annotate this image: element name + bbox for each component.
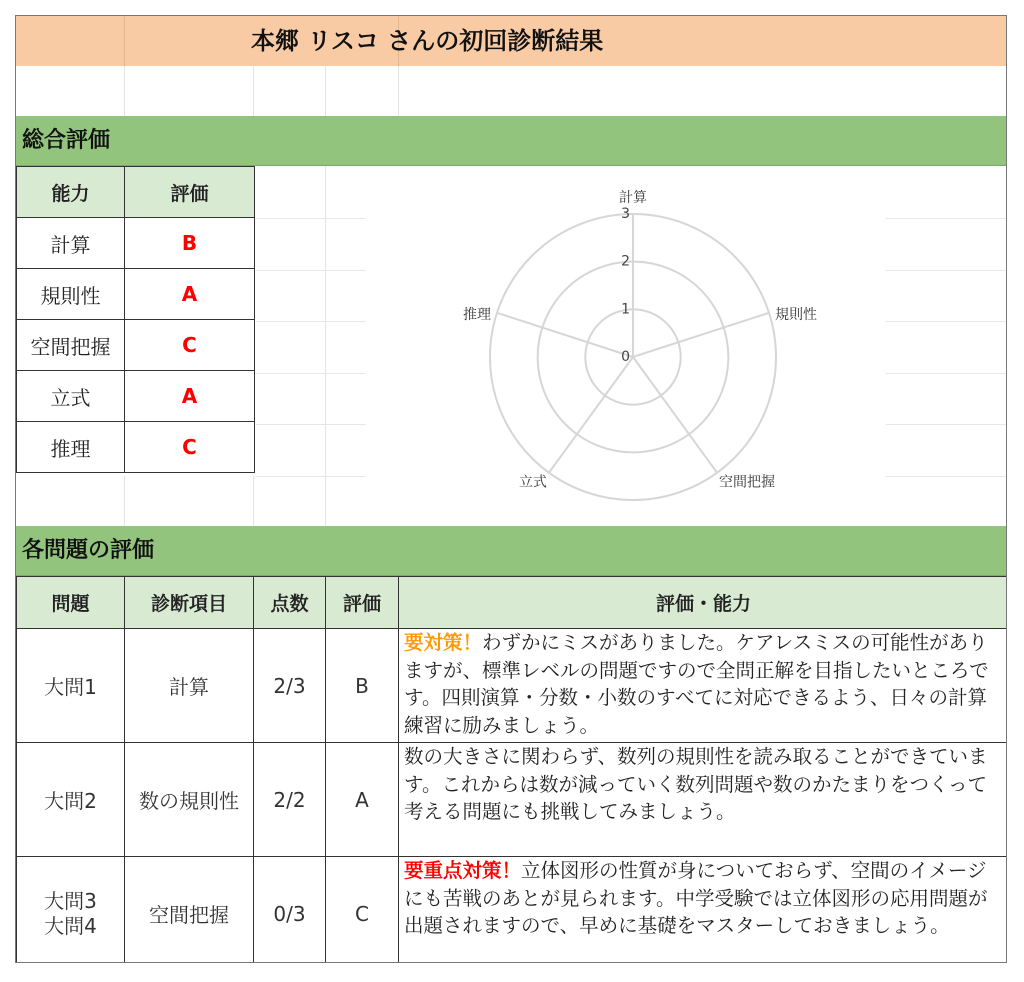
grade-cell: C (125, 320, 255, 371)
grade-cell: C (125, 422, 255, 473)
comment-text: 数の大きさに関わらず、数列の規則性を読み取ることができています。これからは数が減っていく数列問題や数のかたまりをつくって考える問題にも挑戦してみましょう。 (404, 745, 988, 823)
comment-text: わずかにミスがありました。ケアレスミスの可能性がありますが、標準レベルの問題ですので全問正解を目指したいところです。四則演算・分数・小数のすべてに対応できるよう、日々の計算練習に励みましょう。 (404, 631, 989, 737)
ability-cell: 推理 (17, 422, 125, 473)
problem-label: 大問3 (44, 888, 97, 913)
problem-cell (17, 857, 125, 964)
section-overall (16, 116, 1007, 166)
overall-row (17, 371, 255, 422)
section-overall-title: 総合評価 (22, 128, 111, 153)
result-sheet (15, 15, 1007, 963)
comment-cell (399, 629, 1008, 743)
radar-category-label: 推理 (462, 306, 491, 323)
score-header: 点数 (254, 577, 326, 629)
score-cell: 2/2 (254, 743, 326, 857)
grade-cell: C (326, 857, 399, 964)
item-header: 診断項目 (125, 577, 254, 629)
overall-table (16, 166, 255, 473)
radar-tick-label: 3 (621, 206, 630, 222)
question-row (17, 743, 1008, 857)
section-questions-title: 各問題の評価 (22, 538, 155, 563)
overall-row (17, 218, 255, 269)
ability-header: 能力 (17, 167, 125, 218)
item-cell: 空間把握 (125, 857, 254, 964)
questions-table (16, 576, 1007, 963)
grade-cell: B (326, 629, 399, 743)
comment-text: 立体図形の性質が身についておらず、空間のイメージにも苦戦のあとが見られます。中学受験では立体図形の応用問題が出題されますので、早めに基礎をマスターしておきましょう。 (404, 859, 988, 937)
grade-cell: A (125, 269, 255, 320)
section-questions (16, 526, 1007, 576)
radar-chart (368, 169, 888, 525)
page-title (251, 16, 603, 66)
grade-cell: A (326, 743, 399, 857)
radar-tick-label: 1 (621, 301, 630, 318)
warning-tag: 要対策！ (404, 631, 483, 654)
grade-cell: A (125, 371, 255, 422)
comment-cell (399, 857, 1008, 964)
radar-category-label: 立式 (518, 474, 547, 491)
radar-spoke (497, 313, 633, 357)
grade-header: 評価 (326, 577, 399, 629)
comment-header: 評価・能力 (399, 577, 1008, 629)
score-cell: 2/3 (254, 629, 326, 743)
problem-header: 問題 (17, 577, 125, 629)
questions-header-row (17, 577, 1008, 629)
radar-category-label: 規則性 (775, 306, 818, 323)
question-row (17, 629, 1008, 743)
score-cell: 0/3 (254, 857, 326, 964)
overall-row (17, 320, 255, 371)
item-cell: 計算 (125, 629, 254, 743)
title-suffix: さんの初回診断結果 (387, 27, 604, 55)
overall-row (17, 269, 255, 320)
overall-row (17, 422, 255, 473)
title-row (16, 16, 1007, 66)
radar-spoke (549, 357, 633, 473)
ability-cell: 規則性 (17, 269, 125, 320)
radar-spoke (633, 313, 769, 357)
overall-header-row (17, 167, 255, 218)
radar-tick-label: 2 (621, 253, 630, 270)
radar-category-label: 空間把握 (719, 474, 776, 491)
grade-cell: B (125, 218, 255, 269)
radar-spoke (633, 357, 717, 473)
ability-cell: 計算 (17, 218, 125, 269)
problem-cell: 大問1 (17, 629, 125, 743)
problem-label: 大問4 (44, 913, 97, 938)
item-cell: 数の規則性 (125, 743, 254, 857)
radar-tick-label: 0 (621, 349, 630, 365)
question-row (17, 857, 1008, 964)
comment-cell (399, 743, 1008, 857)
ability-cell: 立式 (17, 371, 125, 422)
alert-tag: 要重点対策！ (404, 859, 522, 882)
ability-cell: 空間把握 (17, 320, 125, 371)
grade-header: 評価 (125, 167, 255, 218)
student-name: 本郷 リスコ (251, 27, 379, 55)
problem-cell: 大問2 (17, 743, 125, 857)
radar-category-label: 計算 (619, 190, 647, 206)
